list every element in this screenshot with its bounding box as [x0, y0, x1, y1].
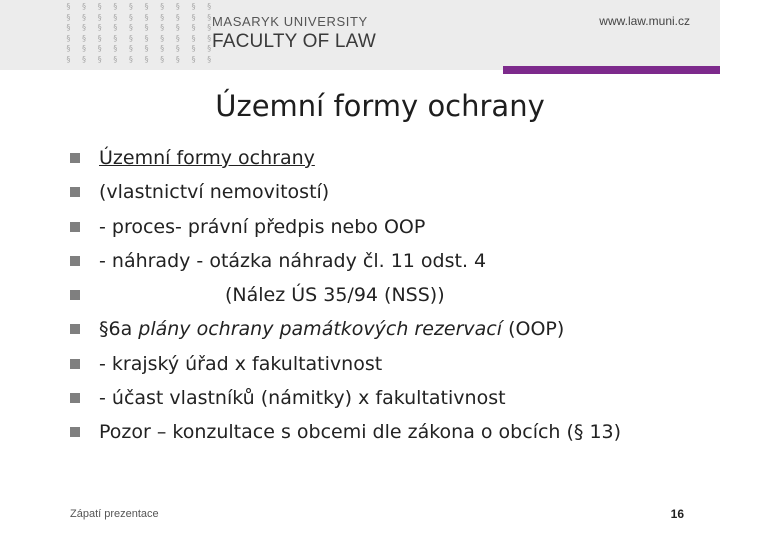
square-bullet-icon: [70, 153, 80, 163]
list-item: [70, 141, 670, 175]
website-url[interactable]: www.law.muni.cz: [599, 14, 690, 28]
list-item: [70, 244, 670, 278]
list-item: [70, 347, 670, 381]
square-bullet-icon: [70, 393, 80, 403]
square-bullet-icon: [70, 324, 80, 334]
list-item: [70, 312, 670, 346]
page-number: 16: [670, 507, 684, 521]
bullet-text: - krajský úřad x fakultativnost: [99, 352, 383, 375]
bullet-text: [99, 312, 670, 346]
square-bullet-icon: [70, 359, 80, 369]
court-ruling-text: (Nález ÚS 35/94 (NSS)): [225, 284, 445, 307]
university-name: MASARYK UNIVERSITY: [212, 14, 368, 29]
faculty-name: FACULTY OF LAW: [212, 31, 376, 52]
header-band: [0, 0, 720, 70]
list-item: [70, 381, 670, 415]
bullet-text: - náhrady - otázka náhrady čl. 11 odst. 4: [99, 249, 487, 272]
list-item: [70, 210, 670, 244]
bullet-text: [99, 278, 670, 312]
section-prefix: §6a: [99, 318, 139, 341]
bullet-text: (vlastnictví nemovitostí): [99, 181, 330, 204]
accent-bar: [503, 66, 720, 74]
section-suffix: (OOP): [502, 318, 565, 341]
slide-title: Územní formy ochrany: [215, 89, 545, 123]
bullet-list: [70, 141, 670, 447]
footer-text: Zápatí prezentace: [70, 508, 159, 520]
bullet-text: - účast vlastníků (námitky) x fakultativnost: [99, 387, 506, 410]
bullet-text: Územní formy ochrany: [99, 147, 315, 169]
university-logo-pattern: § § § § § § § § § § § § § § § § § § § § § § § § § § § § § § § § § § § § § § § § § § § § § § § § § § § § § § § § § § § §: [66, 2, 215, 64]
bullet-text: - proces- právní předpis nebo OOP: [99, 215, 426, 238]
list-item: [70, 175, 670, 209]
square-bullet-icon: [70, 290, 80, 300]
square-bullet-icon: [70, 187, 80, 197]
list-item: [70, 415, 670, 447]
italic-term: plány ochrany památkových rezervací: [138, 318, 503, 341]
square-bullet-icon: [70, 256, 80, 266]
bullet-text: Pozor – konzultace s obcemi dle zákona o obcích (§ 13): [99, 421, 622, 444]
square-bullet-icon: [70, 222, 80, 232]
list-item: [70, 278, 670, 312]
square-bullet-icon: [70, 427, 80, 437]
